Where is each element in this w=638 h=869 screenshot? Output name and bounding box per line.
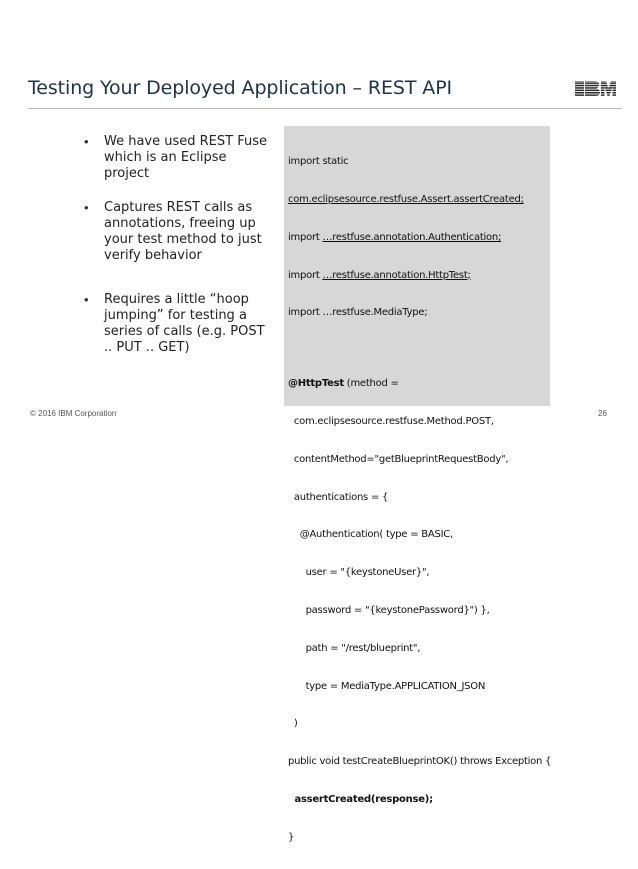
bullet-item <box>84 134 274 182</box>
bullet-text: We have used REST Fuse which is an Eclipse project <box>104 134 267 181</box>
code-line: import …restfuse.annotation.Authentication; <box>288 231 502 243</box>
code-line: password = "{keystonePassword}") }, <box>288 604 490 616</box>
code-line: } <box>288 831 295 843</box>
code-snippet-panel <box>284 126 552 843</box>
title-divider <box>28 108 622 109</box>
code-snippet <box>288 131 551 869</box>
code-fragment: (method = <box>343 378 399 390</box>
footer-page-number: 26 <box>598 409 607 418</box>
code-line: @Authentication( type = BASIC, <box>288 529 453 541</box>
code-line <box>288 270 551 283</box>
code-line: path = "/rest/blueprint", <box>288 642 421 654</box>
code-line: com.eclipsesource.restfuse.Assert.assertCreated; <box>288 193 524 205</box>
bullet-item <box>84 292 274 356</box>
code-line <box>288 378 551 391</box>
code-line: assertCreated(response); <box>288 793 433 805</box>
code-fragment-underlined: …restfuse.annotation.HttpTest; <box>322 269 471 281</box>
bullet-marker: • <box>84 292 89 307</box>
code-line: com.eclipsesource.restfuse.Method.POST, <box>288 416 494 428</box>
bullet-text: Requires a little “hoop jumping” for testing a series of calls (e.g. POST .. PUT .. GET) <box>104 292 265 355</box>
code-fragment-underlined: …restfuse.annotation.Authentication; <box>322 231 502 243</box>
code-line: contentMethod="getBlueprintRequestBody", <box>288 453 509 465</box>
ibm-logo-icon <box>575 80 619 97</box>
code-fragment: import <box>288 269 323 281</box>
bullet-marker: • <box>84 200 89 215</box>
code-line: public void testCreateBlueprintOK() throws Exception { <box>288 756 552 768</box>
bullet-item <box>84 200 274 264</box>
code-line: ) <box>288 718 298 730</box>
bullet-text: Captures REST calls as annotations, freeing up your test method to just verify behavior <box>104 200 262 263</box>
ibm-logo-graphic <box>575 80 619 97</box>
code-line: user = "{keystoneUser}", <box>288 567 430 579</box>
code-line: authentications = { <box>288 491 389 503</box>
footer-copyright: © 2016 IBM Corporation <box>30 409 117 418</box>
bullet-marker: • <box>84 134 89 149</box>
code-annotation: @HttpTest <box>288 378 344 390</box>
code-line: import static <box>288 156 349 168</box>
code-gap <box>288 345 551 353</box>
slide-title: Testing Your Deployed Application – REST API <box>28 77 453 99</box>
code-line: type = MediaType.APPLICATION_JSON <box>288 680 486 692</box>
code-line: import …restfuse.MediaType; <box>288 307 428 319</box>
